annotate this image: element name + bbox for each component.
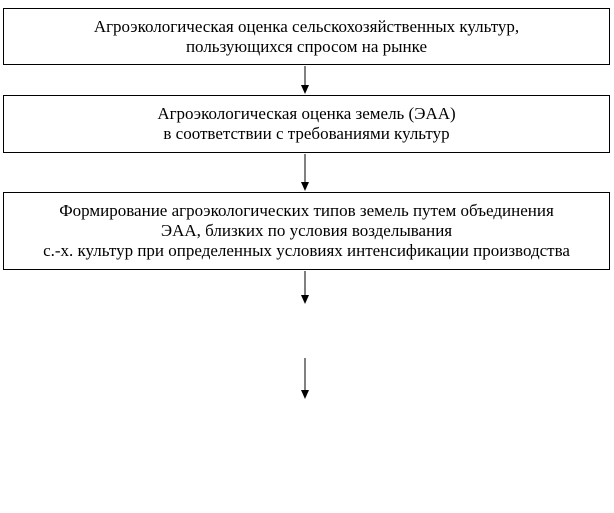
step-box-line: в соответствии с требованиями культур — [163, 124, 450, 143]
step-box-line: пользующихся спросом на рынке — [185, 36, 428, 56]
step-box-line: с.-х. культур при определенных условиях интенсификации производства — [43, 241, 570, 260]
step-box-line: Агроэкологическая оценка земель (ЭАА) — [157, 104, 456, 123]
arrow-down — [301, 154, 309, 191]
step-box-line: ЭАА, близких по условия возделывания — [160, 221, 453, 240]
arrow-down — [301, 271, 309, 304]
arrow-down — [301, 66, 309, 94]
step-box-line: Агроэкологическая оценка сельскохозяйственных культур, — [93, 16, 520, 36]
step-box-line: Формирование агроэкологических типов земель путем объединения — [59, 201, 554, 220]
arrow-down — [301, 358, 309, 399]
